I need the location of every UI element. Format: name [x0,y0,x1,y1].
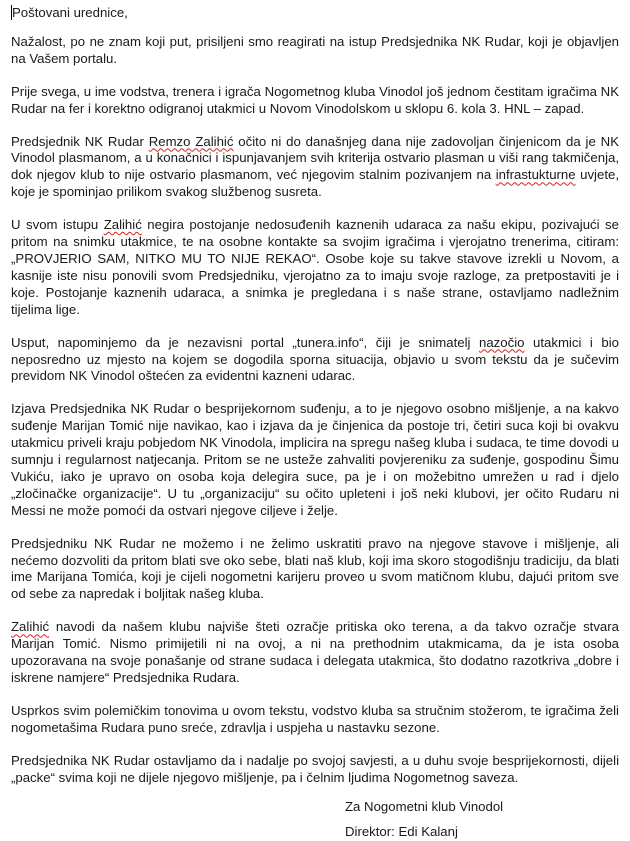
paragraph-6: Izjava Predsjednika NK Rudar o besprijekornom suđenju, a to je njegovo osobno mišljenje, a na kakvo suđenje Marijan Tomić nije navikao, kao i izjava da je činjenica da postoje tri, četiri suca koji bi ovakvu utakmicu priveli kraju pobjedom NK Vinodola, implicira na spregu našeg kluba i sudaca, te time dovodi u sumnju i regularnost natjecanja. Pritom se ne usteže zahvaliti povjereniku za suđenje, gospodinu Šimu Vukiću, iako je upravo on osoba koja delegira suce, pa je i on možebitno umrežen u rad i djelo „zločinačke organizacije“. U tu „organizaciju“ su očito upleteni i još neki klubovi, jer očito Rudaru ni Messi ne može pomoći da ostvari njegove ciljeve i želje. [11,401,619,518]
paragraph-5 [11,335,619,386]
paragraph-1: Nažalost, po ne znam koji put, prisiljeni smo reagirati na istup Predsjednika NK Rudar, koji je objavljen na Vašem portalu. [11,33,619,66]
paragraph-4-text-a: U svom istupu [11,217,104,233]
misspelled-word[interactable]: nazočio [479,334,525,350]
paragraph-7: Predsjedniku NK Rudar ne možemo i ne želimo uskratiti pravo na njegove stavove i mišljenje, ali nećemo dozvoliti da pritom blati sve oko sebe, blati naš klub, koji ima skoro stogodišnju tradiciju, da blati ime Marijana Tomića, koji je cijeli nogometni karijeru proveo u svom matičnom klubu, dajući pritom sve od sebe za napredak i boljitak našeg kluba. [11,535,619,602]
paragraph-4 [11,217,619,318]
paragraph-3-text-e: uvjete, koje je spominjao prilikom svakog službenog susreta. [11,167,619,200]
misspelled-word[interactable]: infrastukturne [495,167,576,183]
paragraph-3 [11,134,619,202]
letter-document[interactable] [11,5,619,841]
signature-name: Direktor: Edi Kalanj [345,824,458,840]
paragraph-8-text-b: navodi da našem klubu najviše šteti ozračje pritiska oko terena, a da takvo ozračje stvara Marijan Tomić. Nismo primijetili ni na ovoj, a ni na prethodnim utakmicama, da je ista osoba upozoravana na svoje ponašanje od strane sudaca i delegata utakmica, što dodatno razotkriva „dobre i iskrene namjere“ Predsjednika Rudara. [11,619,619,685]
paragraph-5-text-a: Usput, napominjemo da je nezavisni portal „tunera.info“, čiji je snimatelj [11,334,480,350]
signature-org: Za Nogometni klub Vinodol [345,798,504,814]
misspelled-word[interactable]: Zalihić [103,217,142,233]
paragraph-4-text-c: negira postojanje nedosuđenih kaznenih udaraca za našu ekipu, pozivajući se pritom na snimku utakmice, te na osobne kontakte sa svojim igračima i vjerojatno trenerima, citiram: „PROVJERIO SAM, NITKO MU TO NIJE REKAO“. Osobe koje su takve stavove izrekli u Novom, a kasnije iste nisu ponovili svom Predsjedniku, vjerojatno za to imaju svoje razloge, za pretpostaviti je i koje. Postojanje kaznenih udaraca, a snimka je pregledana i s naše strane, ostavljamo nadležnim tijelima lige. [11,217,619,317]
greeting-line [11,5,619,22]
paragraph-2: Prije svega, u ime vodstva, trenera i igrača Nogometnog kluba Vinodol još jednom čestitam igračima NK Rudar na fer i korektno odigranoj utakmici u Novom Vinodolskom u sklopu 6. kola 3. HNL – zapad. [11,83,619,116]
misspelled-word[interactable]: Remzo Zalihić [148,133,234,149]
paragraph-10: Predsjednika NK Rudar ostavljamo da i nadalje po svojoj savjesti, a u duhu svoje besprijekornosti, dijeli „packe“ svima koji ne dijele njegovo mišljenje, pa i čelnim ljudima Nogometnog saveza. [11,752,619,785]
paragraph-3-text-c: očito ni do današnjeg dana nije zadovoljan činjenicom da je NK Vinodol plasmanom, a u konačnici i ispunjavanjem svih kriterija ostvario plasman u viši rang takmičenja, dok njegov klub to nije ostvario plasmanom, već njegovim stalnim pozivanjem na [11,133,619,183]
paragraph-3-text-a: Predsjednik NK Rudar [11,133,149,149]
misspelled-word[interactable]: Zalihić [11,619,50,635]
paragraph-5-text-c: utakmici i bio neposredno uz mjesto na kojem se dogodila sporna situacija, objavio u svom tekstu da je sučevim previdom NK Vinodol oštećen za evidentni kazneni udarac. [11,334,619,384]
greeting: Poštovani urednice, [12,5,128,20]
paragraph-8 [11,619,619,687]
paragraph-9: Usprkos svim polemičkim tonovima u ovom tekstu, vodstvo kluba sa stručnim stožerom, te igračima želi nogometašima Rudara puno sreće, zdravlja i uspjeha u nastavku sezone. [11,702,619,735]
